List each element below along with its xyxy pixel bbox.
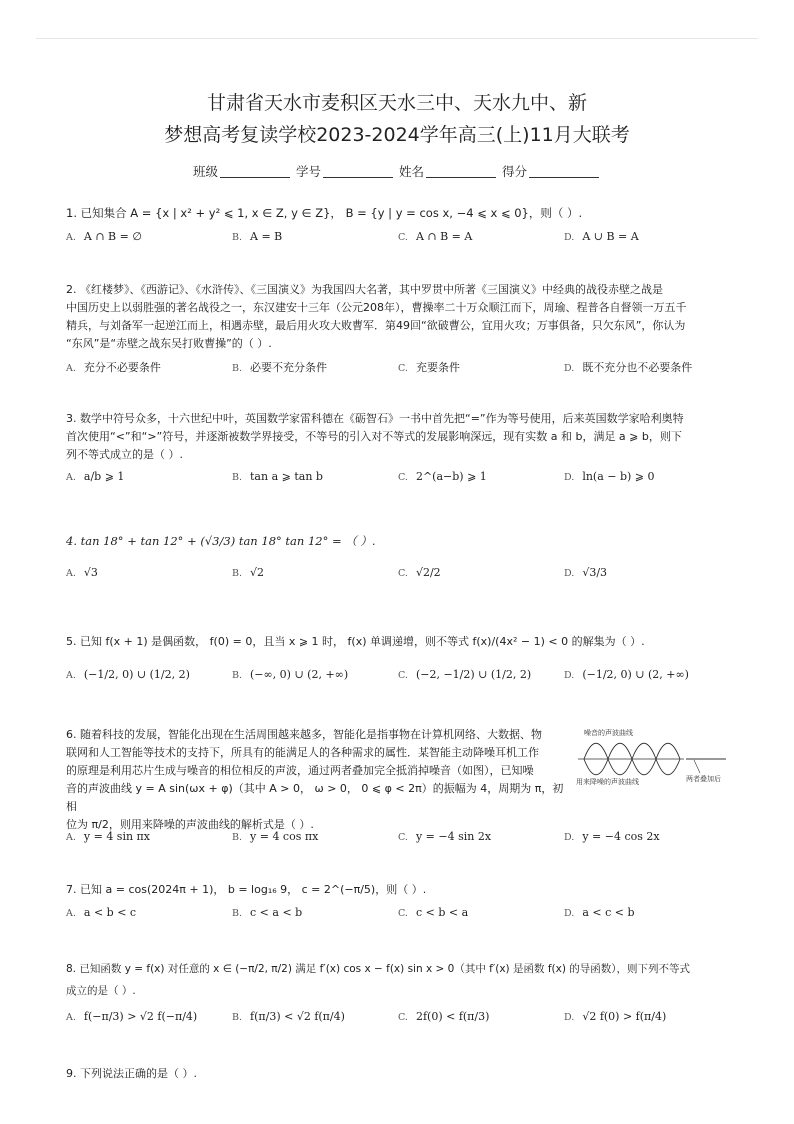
option-a[interactable]: A. (−1/2, 0) ∪ (1/2, 2) bbox=[66, 668, 190, 681]
question-text-line: 6. 随着科技的发展，智能化出现在生活周围越来越多，智能化是指事物在计算机网络、大数据、物 bbox=[66, 728, 542, 741]
question-text-line: 中国历史上以弱胜强的著名战役之一，东汉建安十三年（公元208年），曹操率二十万众顺江而下，周瑜、程普各自督领一万五千 bbox=[66, 301, 687, 314]
option-a[interactable]: A. √3 bbox=[66, 566, 98, 579]
name-label: 姓名 bbox=[398, 164, 424, 179]
question-text-line: 联网和人工智能等技术的支持下，所具有的能满足人的各种需求的属性．某智能主动降噪耳机工作 bbox=[66, 746, 539, 759]
exam-title-line1: 甘肃省天水市麦积区天水三中、天水九中、新 bbox=[206, 92, 587, 114]
question-2 bbox=[66, 281, 730, 353]
student-id-label: 学号 bbox=[295, 164, 321, 179]
top-divider bbox=[36, 38, 758, 39]
option-c[interactable]: C. y = −4 sin 2x bbox=[398, 830, 492, 843]
option-b[interactable]: B. A = B bbox=[232, 230, 283, 243]
question-5-options bbox=[66, 668, 730, 690]
student-info-row bbox=[0, 162, 794, 180]
class-label: 班级 bbox=[192, 164, 218, 179]
question-6 bbox=[66, 726, 571, 834]
name-blank[interactable] bbox=[426, 177, 496, 178]
figure-label-sum: 两者叠加后 bbox=[686, 775, 721, 783]
question-text-line: 首次使用“<”和“>”符号，并逐渐被数学界接受，不等号的引入对不等式的发展影响深远，现有实数 a 和 b，满足 a ⩾ b，则下 bbox=[66, 430, 682, 443]
question-text-line: 5. 已知 f(x + 1) 是偶函数， f(0) = 0，且当 x ⩾ 1 时， f(x) 单调递增，则不等式 f(x)/(4x² − 1) < 0 的解集为（ ）. bbox=[66, 635, 645, 648]
figure-pointer bbox=[694, 760, 700, 773]
option-c[interactable]: C. 充要条件 bbox=[398, 361, 460, 374]
option-a[interactable]: A. 充分不必要条件 bbox=[66, 361, 161, 374]
option-b[interactable]: B. c < a < b bbox=[232, 906, 303, 919]
question-text-line: 音的声波曲线 y = A sin(ωx + φ)（其中 A > 0， ω > 0， 0 ⩽ φ < 2π）的振幅为 4，周期为 π，初相 bbox=[66, 782, 564, 813]
question-text-line: 位为 π/2，则用来降噪的声波曲线的解析式是（ ）. bbox=[66, 818, 314, 831]
question-text-line: 3. 数学中符号众多，十六世纪中叶，英国数学家雷科德在《砺智石》一书中首先把“=”作为等号使用，后来英国数学家哈利奥特 bbox=[66, 412, 684, 425]
question-text-line: 4. tan 18° + tan 12° + (√3/3) tan 18° tan 12° = （ ）. bbox=[66, 534, 376, 548]
question-9 bbox=[66, 1064, 730, 1083]
option-c[interactable]: C. 2^(a−b) ⩾ 1 bbox=[398, 470, 487, 483]
option-b[interactable]: B. y = 4 cos πx bbox=[232, 830, 319, 843]
option-b[interactable]: B. 必要不充分条件 bbox=[232, 361, 328, 374]
option-d[interactable]: D. 既不充分也不必要条件 bbox=[564, 361, 693, 374]
question-7-options bbox=[66, 906, 730, 928]
option-d[interactable]: D. a < c < b bbox=[564, 906, 635, 919]
question-3-options bbox=[66, 470, 730, 492]
score-blank[interactable] bbox=[529, 177, 599, 178]
figure-label-cancel: 用来降噪的声波曲线 bbox=[576, 778, 639, 786]
option-a[interactable]: A. f(−π/3) > √2 f(−π/4) bbox=[66, 1010, 198, 1023]
option-d[interactable]: D. √3/3 bbox=[564, 566, 608, 579]
question-text-line: 1. 已知集合 A = {x | x² + y² ⩽ 1, x ∈ Z, y ∈ Z}， B = {y | y = cos x, −4 ⩽ x ⩽ 0}，则（ ）. bbox=[66, 206, 583, 220]
question-text-line: 列不等式成立的是（ ）. bbox=[66, 448, 183, 461]
figure-label-noise: 噪音的声波曲线 bbox=[584, 729, 633, 737]
question-text-line: 2. 《红楼梦》、《西游记》、《水浒传》、《三国演义》为我国四大名著，其中罗贯中所著《三国演义》中经典的战役赤壁之战是 bbox=[66, 283, 663, 296]
exam-title-line2: 梦想高考复读学校2023-2024学年高三(上)11月大联考 bbox=[164, 124, 630, 146]
option-c[interactable]: C. (−2, −1/2) ∪ (1/2, 2) bbox=[398, 668, 532, 681]
score-label: 得分 bbox=[501, 164, 527, 179]
question-1 bbox=[66, 204, 730, 223]
question-4-options bbox=[66, 566, 730, 588]
question-text-line: “东风”是“赤壁之战东吴打败曹操”的（ ）. bbox=[66, 337, 272, 350]
question-7 bbox=[66, 880, 730, 899]
question-3 bbox=[66, 410, 730, 464]
question-8 bbox=[66, 958, 730, 1002]
noise-cancel-figure bbox=[576, 726, 736, 788]
student-id-blank[interactable] bbox=[323, 177, 393, 178]
option-c[interactable]: C. 2f(0) < f(π/3) bbox=[398, 1010, 490, 1023]
question-4 bbox=[66, 532, 730, 551]
option-a[interactable]: A. a/b ⩾ 1 bbox=[66, 470, 125, 483]
class-blank[interactable] bbox=[220, 177, 290, 178]
question-text-line: 精兵，与刘备军一起逆江而上，相遇赤壁，最后用火攻大败曹军．第49回“欲破曹公，宜用火攻；万事俱备，只欠东风”，你认为 bbox=[66, 319, 686, 332]
option-c[interactable]: C. A ∩ B = A bbox=[398, 230, 473, 243]
option-d[interactable]: D. y = −4 cos 2x bbox=[564, 830, 660, 843]
question-8-options bbox=[66, 1010, 730, 1032]
option-d[interactable]: D. ln(a − b) ⩾ 0 bbox=[564, 470, 655, 483]
option-c[interactable]: C. √2/2 bbox=[398, 566, 441, 579]
question-text-line: 8. 已知函数 y = f(x) 对任意的 x ∈ (−π/2, π/2) 满足 f′(x) cos x − f(x) sin x > 0（其中 f′(x) 是函数 f(x) 的导函数），则下列不等式 bbox=[66, 963, 691, 975]
question-text-line: 成立的是（ ）. bbox=[66, 985, 136, 997]
option-a[interactable]: A. y = 4 sin πx bbox=[66, 830, 150, 843]
question-6-options bbox=[66, 830, 730, 852]
question-text-line: 7. 已知 a = cos(2024π + 1)， b = log₁₆ 9， c = 2^(−π/5)，则（ ）. bbox=[66, 883, 427, 896]
question-text-line: 9. 下列说法正确的是（ ）. bbox=[66, 1067, 197, 1080]
option-d[interactable]: D. √2 f(0) > f(π/4) bbox=[564, 1010, 667, 1023]
option-b[interactable]: B. f(π/3) < √2 f(π/4) bbox=[232, 1010, 345, 1023]
question-text-line: 的原理是利用芯片生成与噪音的相位相反的声波，通过两者叠加完全抵消掉噪音（如图），已知噪 bbox=[66, 764, 534, 777]
question-1-options bbox=[66, 230, 730, 252]
option-b[interactable]: B. √2 bbox=[232, 566, 265, 579]
option-c[interactable]: C. c < b < a bbox=[398, 906, 469, 919]
option-b[interactable]: B. tan a ⩾ tan b bbox=[232, 470, 323, 483]
option-d[interactable]: D. (−1/2, 0) ∪ (2, +∞) bbox=[564, 668, 689, 681]
option-d[interactable]: D. A ∪ B = A bbox=[564, 230, 639, 243]
option-b[interactable]: B. (−∞, 0) ∪ (2, +∞) bbox=[232, 668, 349, 681]
option-a[interactable]: A. a < b < c bbox=[66, 906, 137, 919]
question-2-options bbox=[66, 359, 730, 381]
option-a[interactable]: A. A ∩ B = ∅ bbox=[66, 230, 142, 243]
question-5 bbox=[66, 632, 730, 651]
